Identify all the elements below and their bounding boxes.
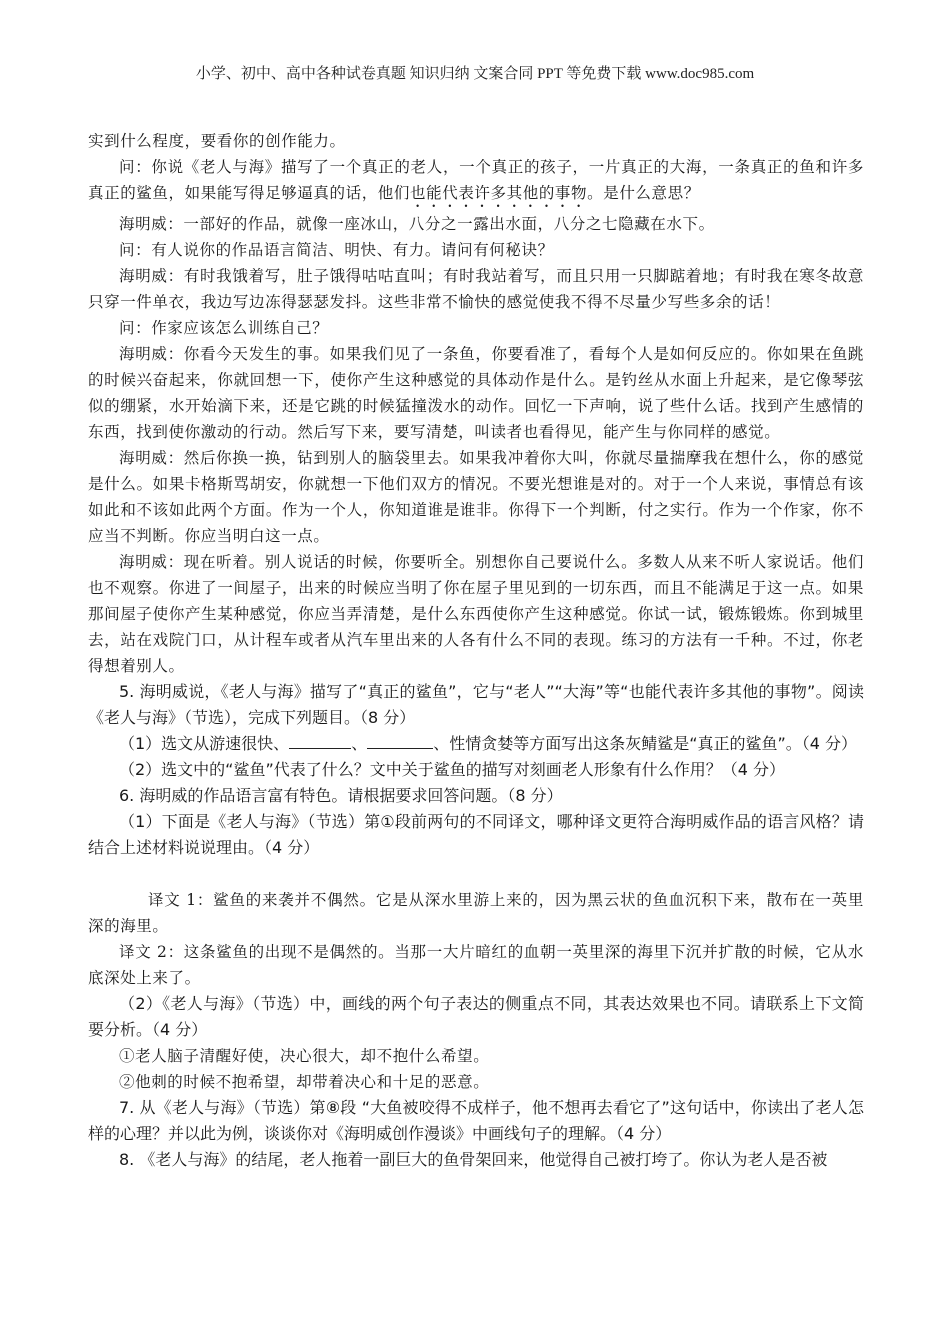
interview-answer: 海明威：你看今天发生的事。如果我们见了一条鱼，你要看准了，看每个人是如何反应的。你如果在鱼跳的时候兴奋起来，你就回想一下，使你产生这种感觉的具体动作是什么。是钓丝从水面上升起来，是它像琴弦似的绷紧，水开始滴下来，还是它跳的时候猛撞泼水的动作。回忆一下声响，说了些什么话。找到产生感情的东西，找到使你激动的行动。然后写下来，要写清楚，叫读者也看得见，能产生与你同样的感觉。 [88, 345, 864, 441]
interview-answer: 海明威：有时我饿着写，肚子饿得咕咕直叫；有时我站着写，而且只用一只脚踮着地；有时我在寒冬故意只穿一件单衣，我边写边冻得瑟瑟发抖。这些非常不愉快的感觉使我不得不尽量少写些多余的话！ [88, 267, 864, 311]
interview-question: 问：作家应该怎么训练自己？ [119, 319, 329, 337]
question-5-sub-1: （1）选文从游速很快、 、 、性情贪婪等方面写出这条灰鲭鲨是“真正的鲨鱼”。（4 分） [119, 734, 858, 753]
translation-1: 译文 1：鲨鱼的来袭并不偶然。它是从深水里游上来的，因为黑云状的鱼血沉积下来，散布在一英里深的海里。 [88, 891, 864, 935]
interview-line: 实到什么程度，要看你的创作能力。 [88, 132, 346, 150]
question-6-sub-2: （2）《老人与海》（节选）中，画线的两个句子表达的侧重点不同，其表达效果也不同。请联系上下文简要分析。（4 分） [88, 994, 864, 1039]
question-5-stem: 5. 海明威说，《老人与海》描写了“真正的鲨鱼”，它与“老人”“大海”等“也能代表许多其他的事物”。阅读《老人与海》（节选），完成下列题目。（8 分） [88, 682, 864, 727]
question-6-sub-1: （1）下面是《老人与海》（节选）第①段前两句的不同译文，哪种译文更符合海明威作品的语言风格？请结合上述材料说说理由。（4 分） [88, 812, 864, 857]
translation-2: 译文 2：这条鲨鱼的出现不是偶然的。当那一大片暗红的血朝一英里深的海里下沉并扩散的时候，它从水底深处上来了。 [88, 943, 864, 987]
interview-answer: 海明威：现在听着。别人说话的时候，你要听全。别想你自己要说什么。多数人从来不听人家说话。他们也不观察。你进了一间屋子，出来的时候应当明了你在屋子里见到的一切东西，而且不能满足于这一点。如果那间屋子使你产生某种感觉，你应当弄清楚，是什么东西使你产生这种感觉。你试一试，锻炼锻炼。你到城里去，站在戏院门口，从计程车或者从汽车里出来的人各有什么不同的表现。练习的方法有一千种。不过，你老得想着别人。 [88, 553, 864, 675]
question-8-stem: 8. 《老人与海》的结尾，老人拖着一副巨大的鱼骨架回来，他觉得自己被打垮了。你认为老人是否被 [119, 1150, 828, 1169]
underlined-sentence-1: ①老人脑子清醒好使，决心很大，却不抱什么希望。 [119, 1047, 490, 1065]
question-7-stem: 7. 从《老人与海》（节选）第⑧段 “大鱼被咬得不成样子，他不想再去看它了”这句话中，你读出了老人怎样的心理？并以此为例，谈谈你对《海明威创作漫谈》中画线句子的理解。（4 分） [88, 1098, 864, 1143]
answer-blank-1[interactable] [289, 732, 351, 749]
interview-answer: 海明威：一部好的作品，就像一座冰山，八分之一露出水面，八分之七隐藏在水下。 [119, 215, 715, 233]
question-6-stem: 6. 海明威的作品语言富有特色。请根据要求回答问题。（8 分） [119, 786, 563, 805]
document-body [88, 128, 864, 1173]
underlined-sentence-2: ②他刺的时候不抱希望，却带着决心和十足的恶意。 [119, 1073, 490, 1091]
answer-blank-2[interactable] [367, 732, 433, 749]
spacer [88, 861, 864, 887]
q1-emphasized: 也能代表许多其他的事物 [410, 184, 588, 202]
q1-before: 问：你说《老人与海》描写了一个真正的老人，一个真正的孩子，一片真正的大海，一条真正的鱼和许多真正的鲨鱼，如果能写得足够逼真的话，他们 [88, 158, 864, 202]
interview-question-1 [88, 154, 864, 211]
interview-question: 问：有人说你的作品语言简洁、明快、有力。请问有何秘诀？ [119, 241, 554, 259]
interview-answer: 海明威：然后你换一换，钻到别人的脑袋里去。如果我冲着你大叫，你就尽量揣摩我在想什么，你的感觉是什么。如果卡格斯骂胡安，你就想一下他们双方的情况。不要光想谁是对的。对于一个人来说，事情总有该如此和不该如此两个方面。作为一个人，你知道谁是谁非。你得下一个判断，付之实行。作为一个作家，你不应当不判断。你应当明白这一点。 [88, 449, 864, 545]
q1-after: 。是什么意思？ [587, 184, 700, 202]
page-header: 小学、初中、高中各种试卷真题 知识归纳 文案合同 PPT 等免费下载 www.doc985.com [195, 66, 755, 82]
question-5-sub-2: （2）选文中的“鲨鱼”代表了什么？文中关于鲨鱼的描写对刻画老人形象有什么作用？（4 分） [119, 760, 786, 779]
